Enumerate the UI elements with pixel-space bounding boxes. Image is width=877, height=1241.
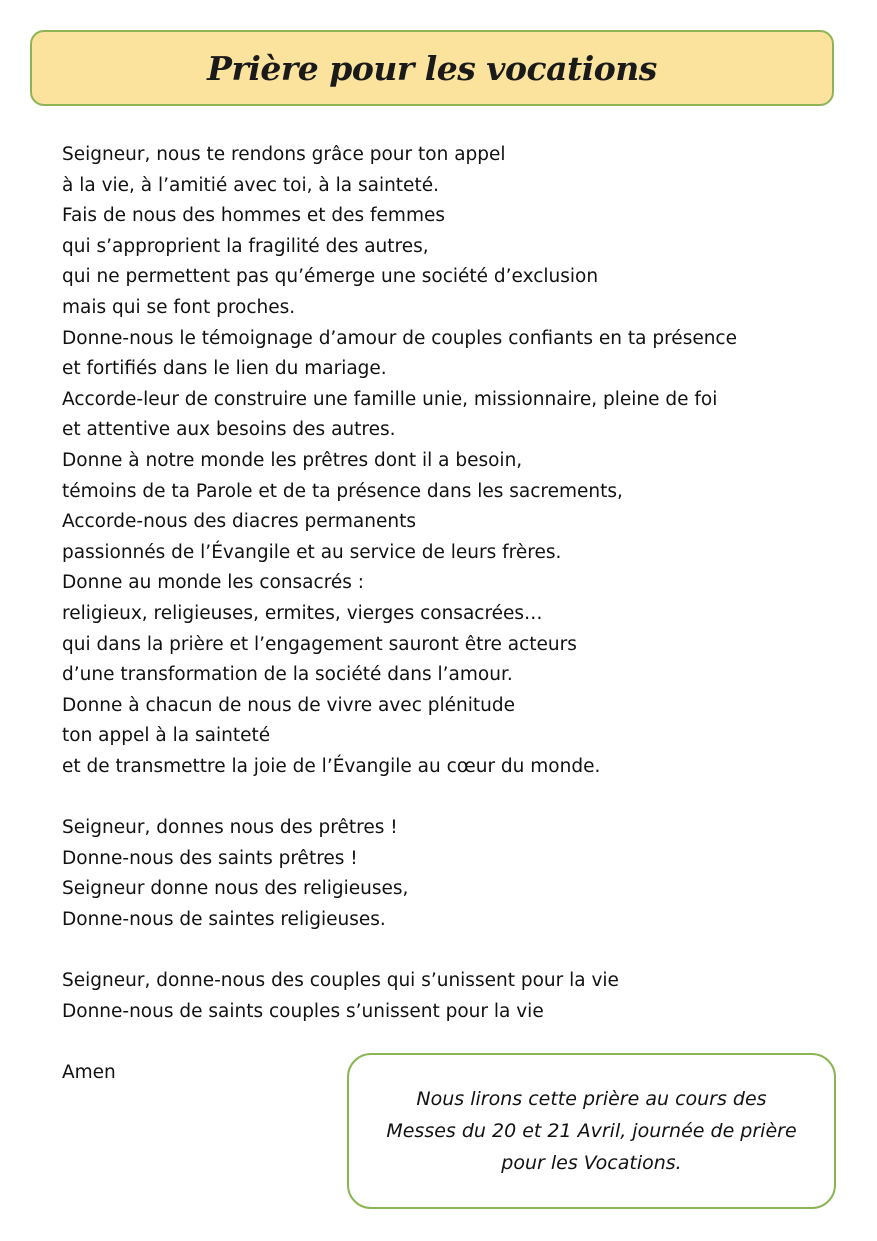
prayer-line: Donne-nous de saintes religieuses. bbox=[62, 908, 386, 930]
prayer-line: passionnés de l’Évangile et au service de leurs frères. bbox=[62, 541, 562, 563]
prayer-line: à la vie, à l’amitié avec toi, à la sainteté. bbox=[62, 174, 439, 196]
prayer-line: et attentive aux besoins des autres. bbox=[62, 419, 396, 441]
page-title: Prière pour les vocations bbox=[207, 48, 657, 88]
prayer-line: Seigneur, donne-nous des couples qui s’unissent pour la vie bbox=[62, 970, 619, 992]
title-banner bbox=[30, 30, 834, 106]
prayer-line: Seigneur, nous te rendons grâce pour ton appel bbox=[62, 144, 506, 165]
prayer-line: témoins de ta Parole et de ta présence dans les sacrements, bbox=[62, 480, 623, 502]
prayer-line: Seigneur donne nous des religieuses, bbox=[62, 878, 409, 900]
prayer-line: Donne-nous de saints couples s’unissent pour la vie bbox=[62, 1000, 544, 1022]
stanza-2 bbox=[62, 813, 822, 935]
prayer-line: et fortifiés dans le lien du mariage. bbox=[62, 358, 387, 380]
prayer-line: Accorde-leur de construire une famille unie, missionnaire, pleine de foi bbox=[62, 388, 718, 410]
prayer-line: religieux, religieuses, ermites, vierges consacrées… bbox=[62, 602, 543, 624]
amen-text: Amen bbox=[62, 1061, 116, 1083]
prayer-line: mais qui se font proches. bbox=[62, 296, 296, 318]
prayer-line: qui s’approprient la fragilité des autres, bbox=[62, 235, 429, 257]
announcement-box bbox=[347, 1053, 836, 1209]
prayer-line: Donne au monde les consacrés : bbox=[62, 572, 365, 594]
prayer-line: et de transmettre la joie de l’Évangile au cœur du monde. bbox=[62, 755, 601, 777]
stanza-3 bbox=[62, 966, 822, 1027]
stanza-1 bbox=[62, 140, 822, 782]
prayer-line: Donne-nous le témoignage d’amour de couples confiants en ta présence bbox=[62, 327, 737, 349]
prayer-line: d’une transformation de la société dans l’amour. bbox=[62, 664, 513, 686]
prayer-text bbox=[62, 140, 822, 1088]
prayer-line: Fais de nous des hommes et des femmes bbox=[62, 205, 445, 227]
announcement-text: Nous lirons cette prière au cours des Messes du 20 et 21 Avril, journée de prière pour les Vocations. bbox=[386, 1088, 797, 1174]
prayer-line: Donne-nous des saints prêtres ! bbox=[62, 847, 358, 869]
prayer-line: qui dans la prière et l’engagement sauront être acteurs bbox=[62, 633, 577, 655]
prayer-line: Seigneur, donnes nous des prêtres ! bbox=[62, 817, 398, 839]
prayer-line: ton appel à la sainteté bbox=[62, 725, 271, 747]
prayer-line: qui ne permettent pas qu’émerge une société d’exclusion bbox=[62, 266, 599, 288]
prayer-line: Donne à chacun de nous de vivre avec plénitude bbox=[62, 694, 515, 716]
prayer-line: Donne à notre monde les prêtres dont il a besoin, bbox=[62, 449, 523, 471]
prayer-line: Accorde-nous des diacres permanents bbox=[62, 511, 416, 533]
